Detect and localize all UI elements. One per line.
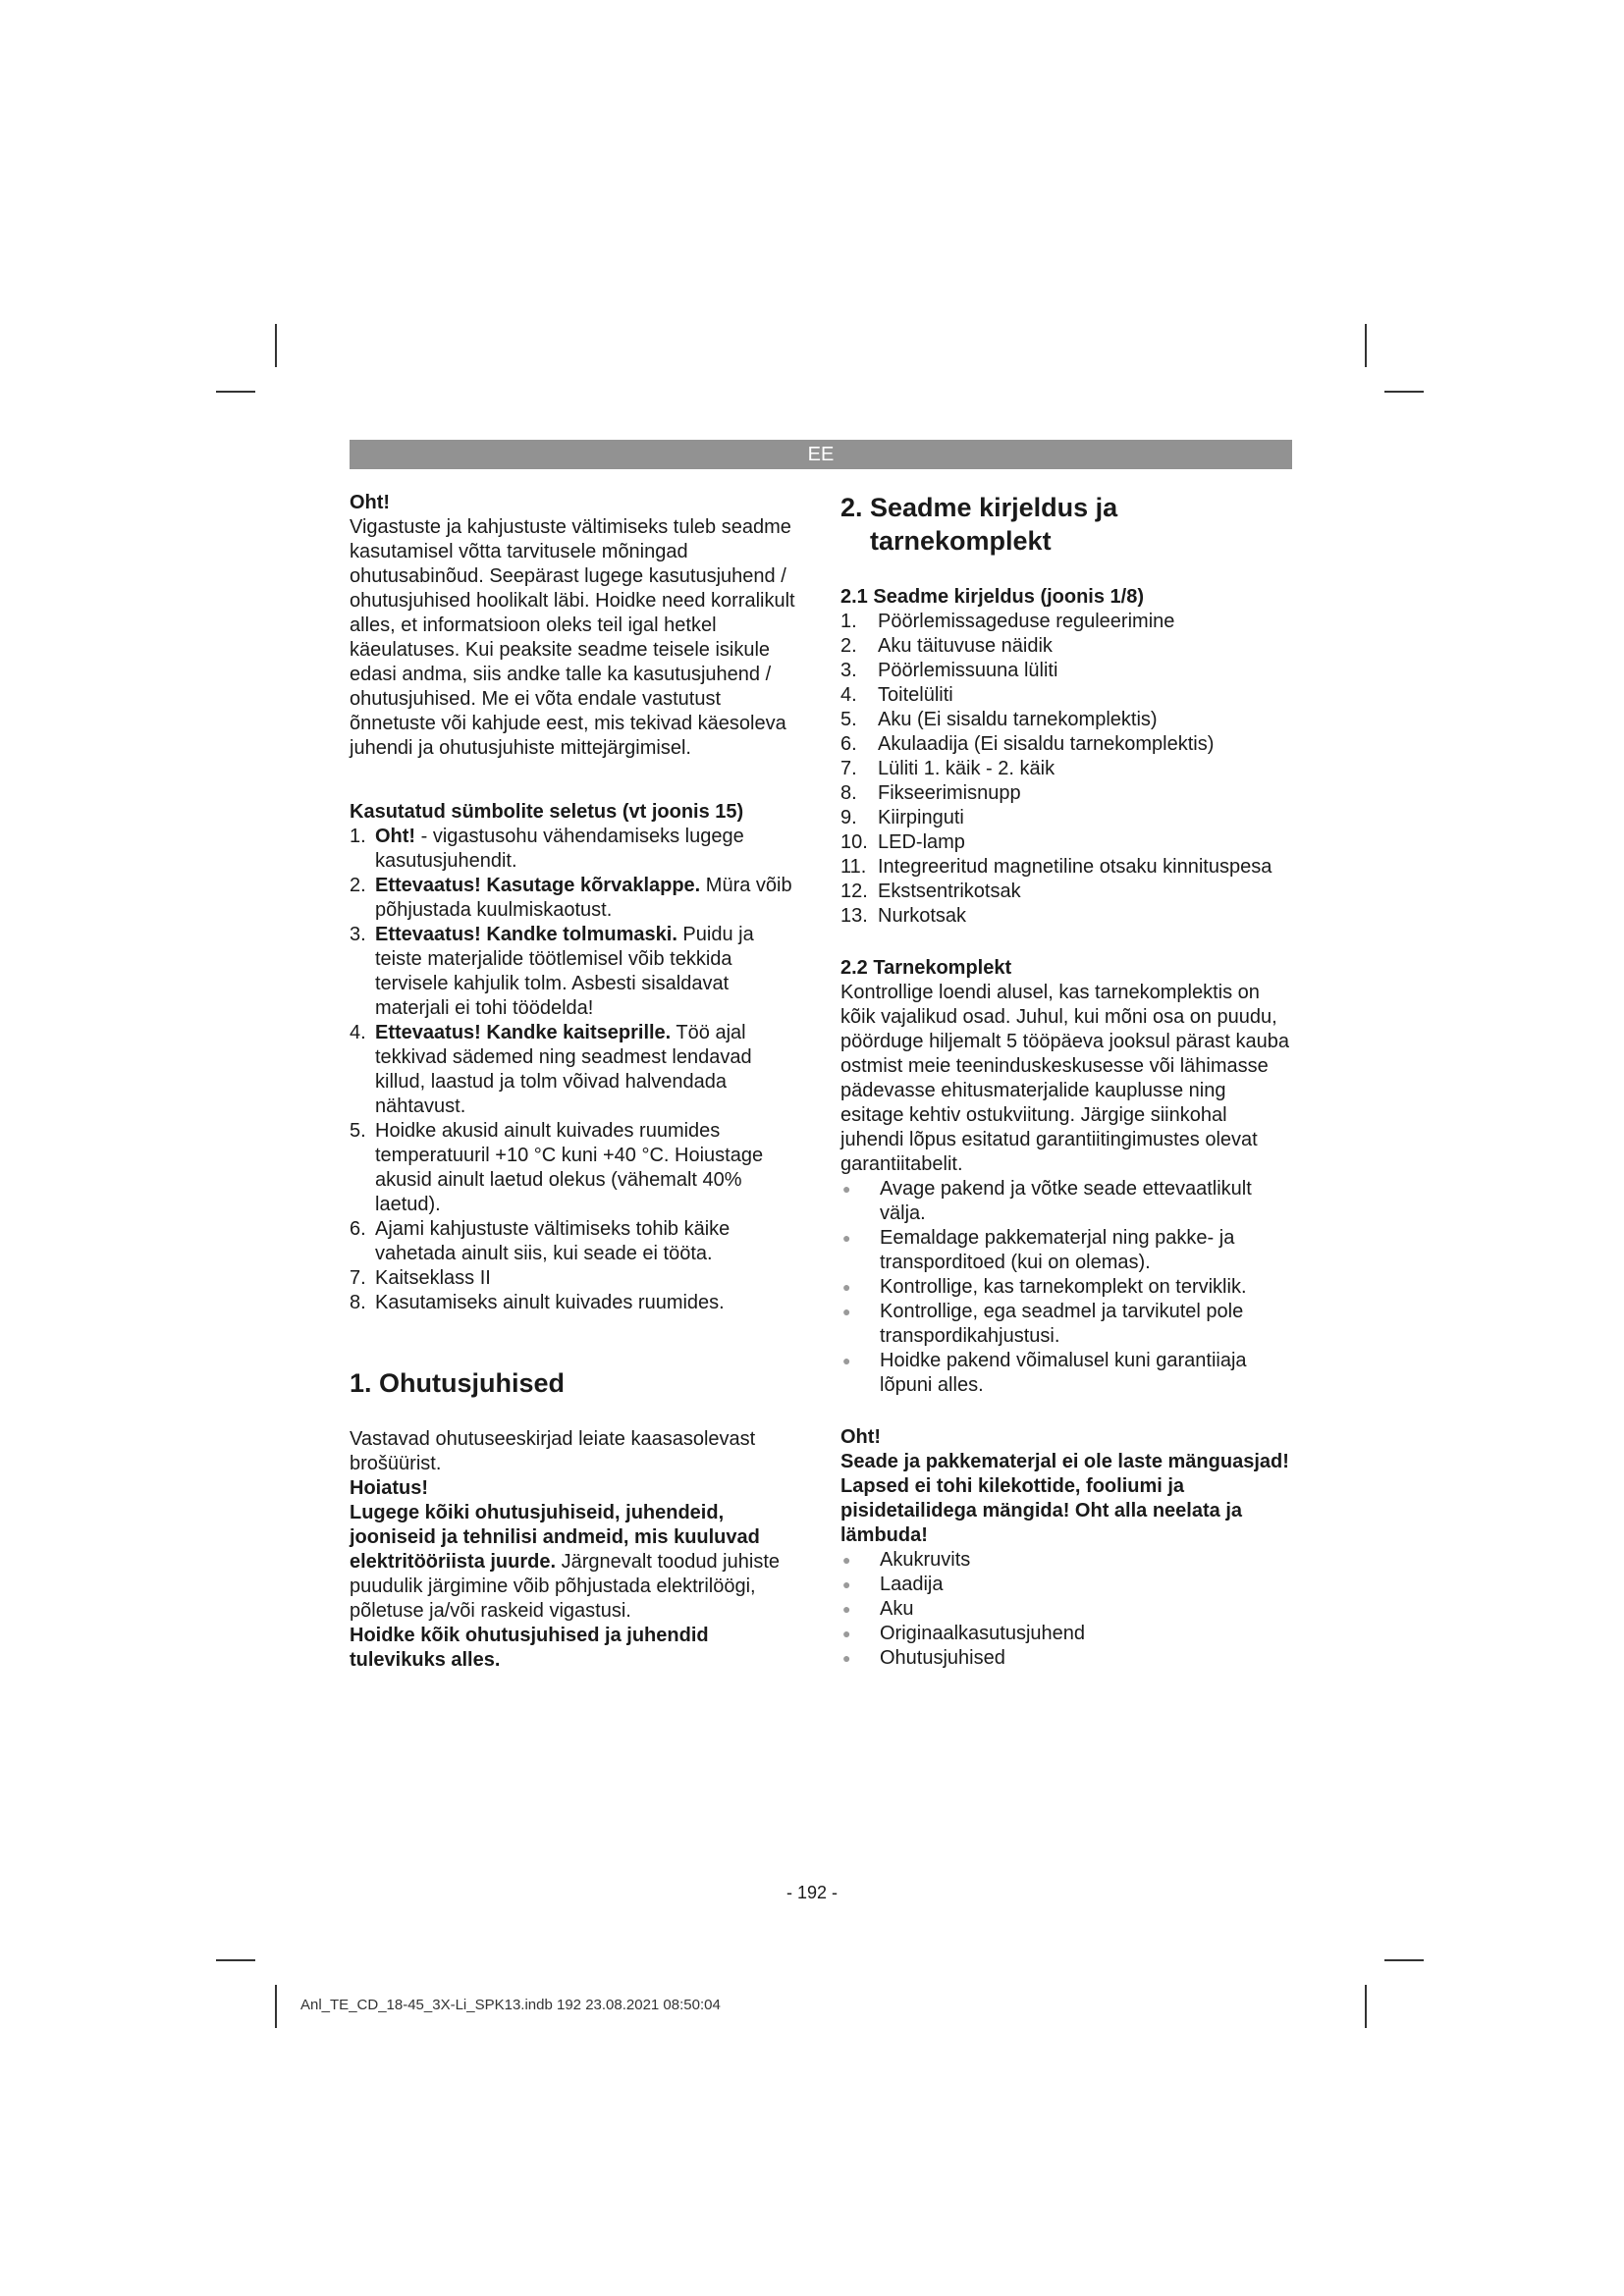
delivery-heading: 2.2 Tarnekomplekt	[840, 957, 1012, 979]
list-item: 13. Nurkotsak	[840, 905, 967, 927]
list-item: 3. Pöörlemissuuna lüliti	[840, 660, 1058, 681]
contents-list	[840, 1548, 1292, 1671]
list-item: ● Originaalkasutusjuhend	[842, 1623, 1086, 1644]
page-number: - 192 -	[785, 1883, 839, 1902]
crop-mark	[275, 324, 277, 367]
section1-title: 1. Ohutusjuhised	[350, 1368, 566, 1398]
list-item: ● Akukruvits	[842, 1549, 971, 1571]
list-item: 10. LED-lamp	[840, 831, 965, 853]
symbols-heading: Kasutatud sümbolite seletus (vt joonis 15)	[350, 801, 744, 823]
list-item: 4. Toitelüliti	[840, 684, 953, 706]
list-item: 5. Hoidke akusid ainult kuivades ruumides temperatuuril +10 °C kuni +40 °C. Hoiustage akusid ainult laetud olekus (vähemalt 40% laetud).	[350, 1120, 764, 1215]
warning-title: Oht!	[350, 492, 391, 513]
danger-text: Seade ja pakkematerjal ei ole laste mänguasjad! Lapsed ei tohi kilekottide, fooliumi ja pisidetailidega mängida! Oht alla neelata ja lämbuda!	[840, 1451, 1289, 1546]
list-item: 4. Ettevaatus! Kandke kaitseprille. Töö ajal tekkivad sädemed ning seadmest lendavad killud, laastud ja tolm võivad halvendada nähtavust.	[350, 1022, 752, 1117]
crop-mark	[1365, 1985, 1367, 2028]
list-item: ● Laadija	[842, 1574, 944, 1595]
list-item: 11. Integreeritud magnetiline otsaku kinnituspesa	[840, 856, 1272, 878]
list-item: ● Hoidke pakend võimalusel kuni garantiiaja lõpuni alles.	[842, 1350, 1247, 1396]
list-item: ● Avage pakend ja võtke seade ettevaatlikult välja.	[842, 1178, 1252, 1224]
bullet-icon: ●	[842, 1601, 851, 1617]
list-item: ● Eemaldage pakkematerjal ning pakke- ja transporditoed (kui on olemas).	[842, 1227, 1235, 1273]
left-column	[350, 491, 801, 1673]
list-item: 3. Ettevaatus! Kandke tolmumaski. Puidu ja teiste materjalide töötlemisel võib tekkida tervisele kahjulik tolm. Asbesti sisaldavat materjali ei tohi töödelda!	[350, 924, 754, 1019]
list-item: 8. Kasutamiseks ainult kuivades ruumides.	[350, 1292, 725, 1313]
list-item: 8. Fikseerimisnupp	[840, 782, 1021, 804]
caution-title: Hoiatus!	[350, 1477, 428, 1499]
delivery-steps-list	[840, 1177, 1292, 1398]
list-item: 2. Aku täituvuse näidik	[840, 635, 1053, 657]
list-item: ● Ohutusjuhised	[842, 1647, 1005, 1669]
crop-mark	[275, 1985, 277, 2028]
warning-text: Vigastuste ja kahjustuste vältimiseks tuleb seadme kasutamisel võtta tarvitusele mõningad ohutusabinõud. Seepärast lugege kasutusjuhend / ohutusjuhised hoolikalt läbi. Hoidke need korralikult alles, et informatsioon oleks teil igal hetkel käeulatuses. Kui peaksite seadme teisele isikule edasi andma, siis andke talle ka kasutusjuhend / ohutusjuhised. Me ei võta endale vastutust õnnetuste või kahjude eest, mis tekivad käesoleva juhendi ja ohutusjuhiste mittejärgimisel.	[350, 516, 795, 759]
danger-title: Oht!	[840, 1426, 882, 1448]
list-item: 6. Ajami kahjustuste vältimiseks tohib käike vahetada ainult siis, kui seade ei tööta.	[350, 1218, 731, 1264]
list-item: 7. Kaitseklass II	[350, 1267, 491, 1289]
list-item: 1. Pöörlemissageduse reguleerimine	[840, 611, 1175, 632]
crop-mark	[216, 1959, 255, 1961]
list-item: 6. Akulaadija (Ei sisaldu tarnekomplektis)	[840, 733, 1215, 755]
list-item: 9. Kiirpinguti	[840, 807, 964, 828]
list-item: 12. Ekstsentrikotsak	[840, 881, 1021, 902]
bullet-icon: ●	[842, 1626, 851, 1641]
device-parts-list	[840, 610, 1292, 929]
list-item: 2. Ettevaatus! Kasutage kõrvaklappe. Müra võib põhjustada kuulmiskaotust.	[350, 875, 792, 921]
crop-mark	[216, 391, 255, 393]
section1-intro: Vastavad ohutuseeskirjad leiate kaasasolevast brošüürist.	[350, 1428, 756, 1474]
keep-note: Hoidke kõik ohutusjuhised ja juhendid tulevikuks alles.	[350, 1625, 709, 1671]
crop-mark	[1384, 391, 1424, 393]
bullet-icon: ●	[842, 1279, 851, 1295]
bullet-icon: ●	[842, 1353, 851, 1368]
bullet-icon: ●	[842, 1181, 851, 1197]
delivery-text: Kontrollige loendi alusel, kas tarnekomplektis on kõik vajalikud osad. Juhul, kui mõni osa on puudu, pöörduge hiljemalt 5 tööpäeva jooksul pärast kauba ostmist meie teeninduskeskusesse või lähimasse pädevasse ehitusmaterjalide kauplusse ning esitage kehtiv ostukviitung. Järgige siinkohal juhendi lõpus esitatud garantiitingimustes olevat garantiitabelit.	[840, 982, 1289, 1175]
list-item: ● Kontrollige, kas tarnekomplekt on terviklik.	[842, 1276, 1247, 1298]
crop-mark	[1365, 324, 1367, 367]
desc-heading: 2.1 Seadme kirjeldus (joonis 1/8)	[840, 586, 1145, 608]
bullet-icon: ●	[842, 1304, 851, 1319]
section2-title: 2. Seadme kirjeldus ja tarnekomplekt	[840, 493, 1118, 556]
bullet-icon: ●	[842, 1552, 851, 1568]
list-item: ● Aku	[842, 1598, 914, 1620]
crop-mark	[1384, 1959, 1424, 1961]
bullet-icon: ●	[842, 1650, 851, 1666]
list-item: 1. Oht! - vigastusohu vähendamiseks lugege kasutusjuhendit.	[350, 826, 744, 872]
list-item: 7. Lüliti 1. käik - 2. käik	[840, 758, 1056, 779]
print-footer: Anl_TE_CD_18-45_3X-Li_SPK13.indb 192 23.08.2021 08:50:04	[300, 1997, 721, 2013]
right-column	[840, 491, 1292, 1671]
bullet-icon: ●	[842, 1230, 851, 1246]
list-item: 5. Aku (Ei sisaldu tarnekomplektis)	[840, 709, 1158, 730]
language-band: EE	[350, 440, 1292, 469]
caution-paragraph: Lugege kõiki ohutusjuhiseid, juhendeid, jooniseid ja tehnilisi andmeid, mis kuuluvad elektritööriista juurde. Järgnevalt toodud juhiste puudulik järgimine võib põhjustada elektrilöögi, põletuse ja/või raskeid vigastusi.	[350, 1502, 780, 1622]
bullet-icon: ●	[842, 1576, 851, 1592]
list-item: ● Kontrollige, ega seadmel ja tarvikutel pole transpordikahjustusi.	[842, 1301, 1244, 1347]
symbols-list	[350, 825, 801, 1315]
